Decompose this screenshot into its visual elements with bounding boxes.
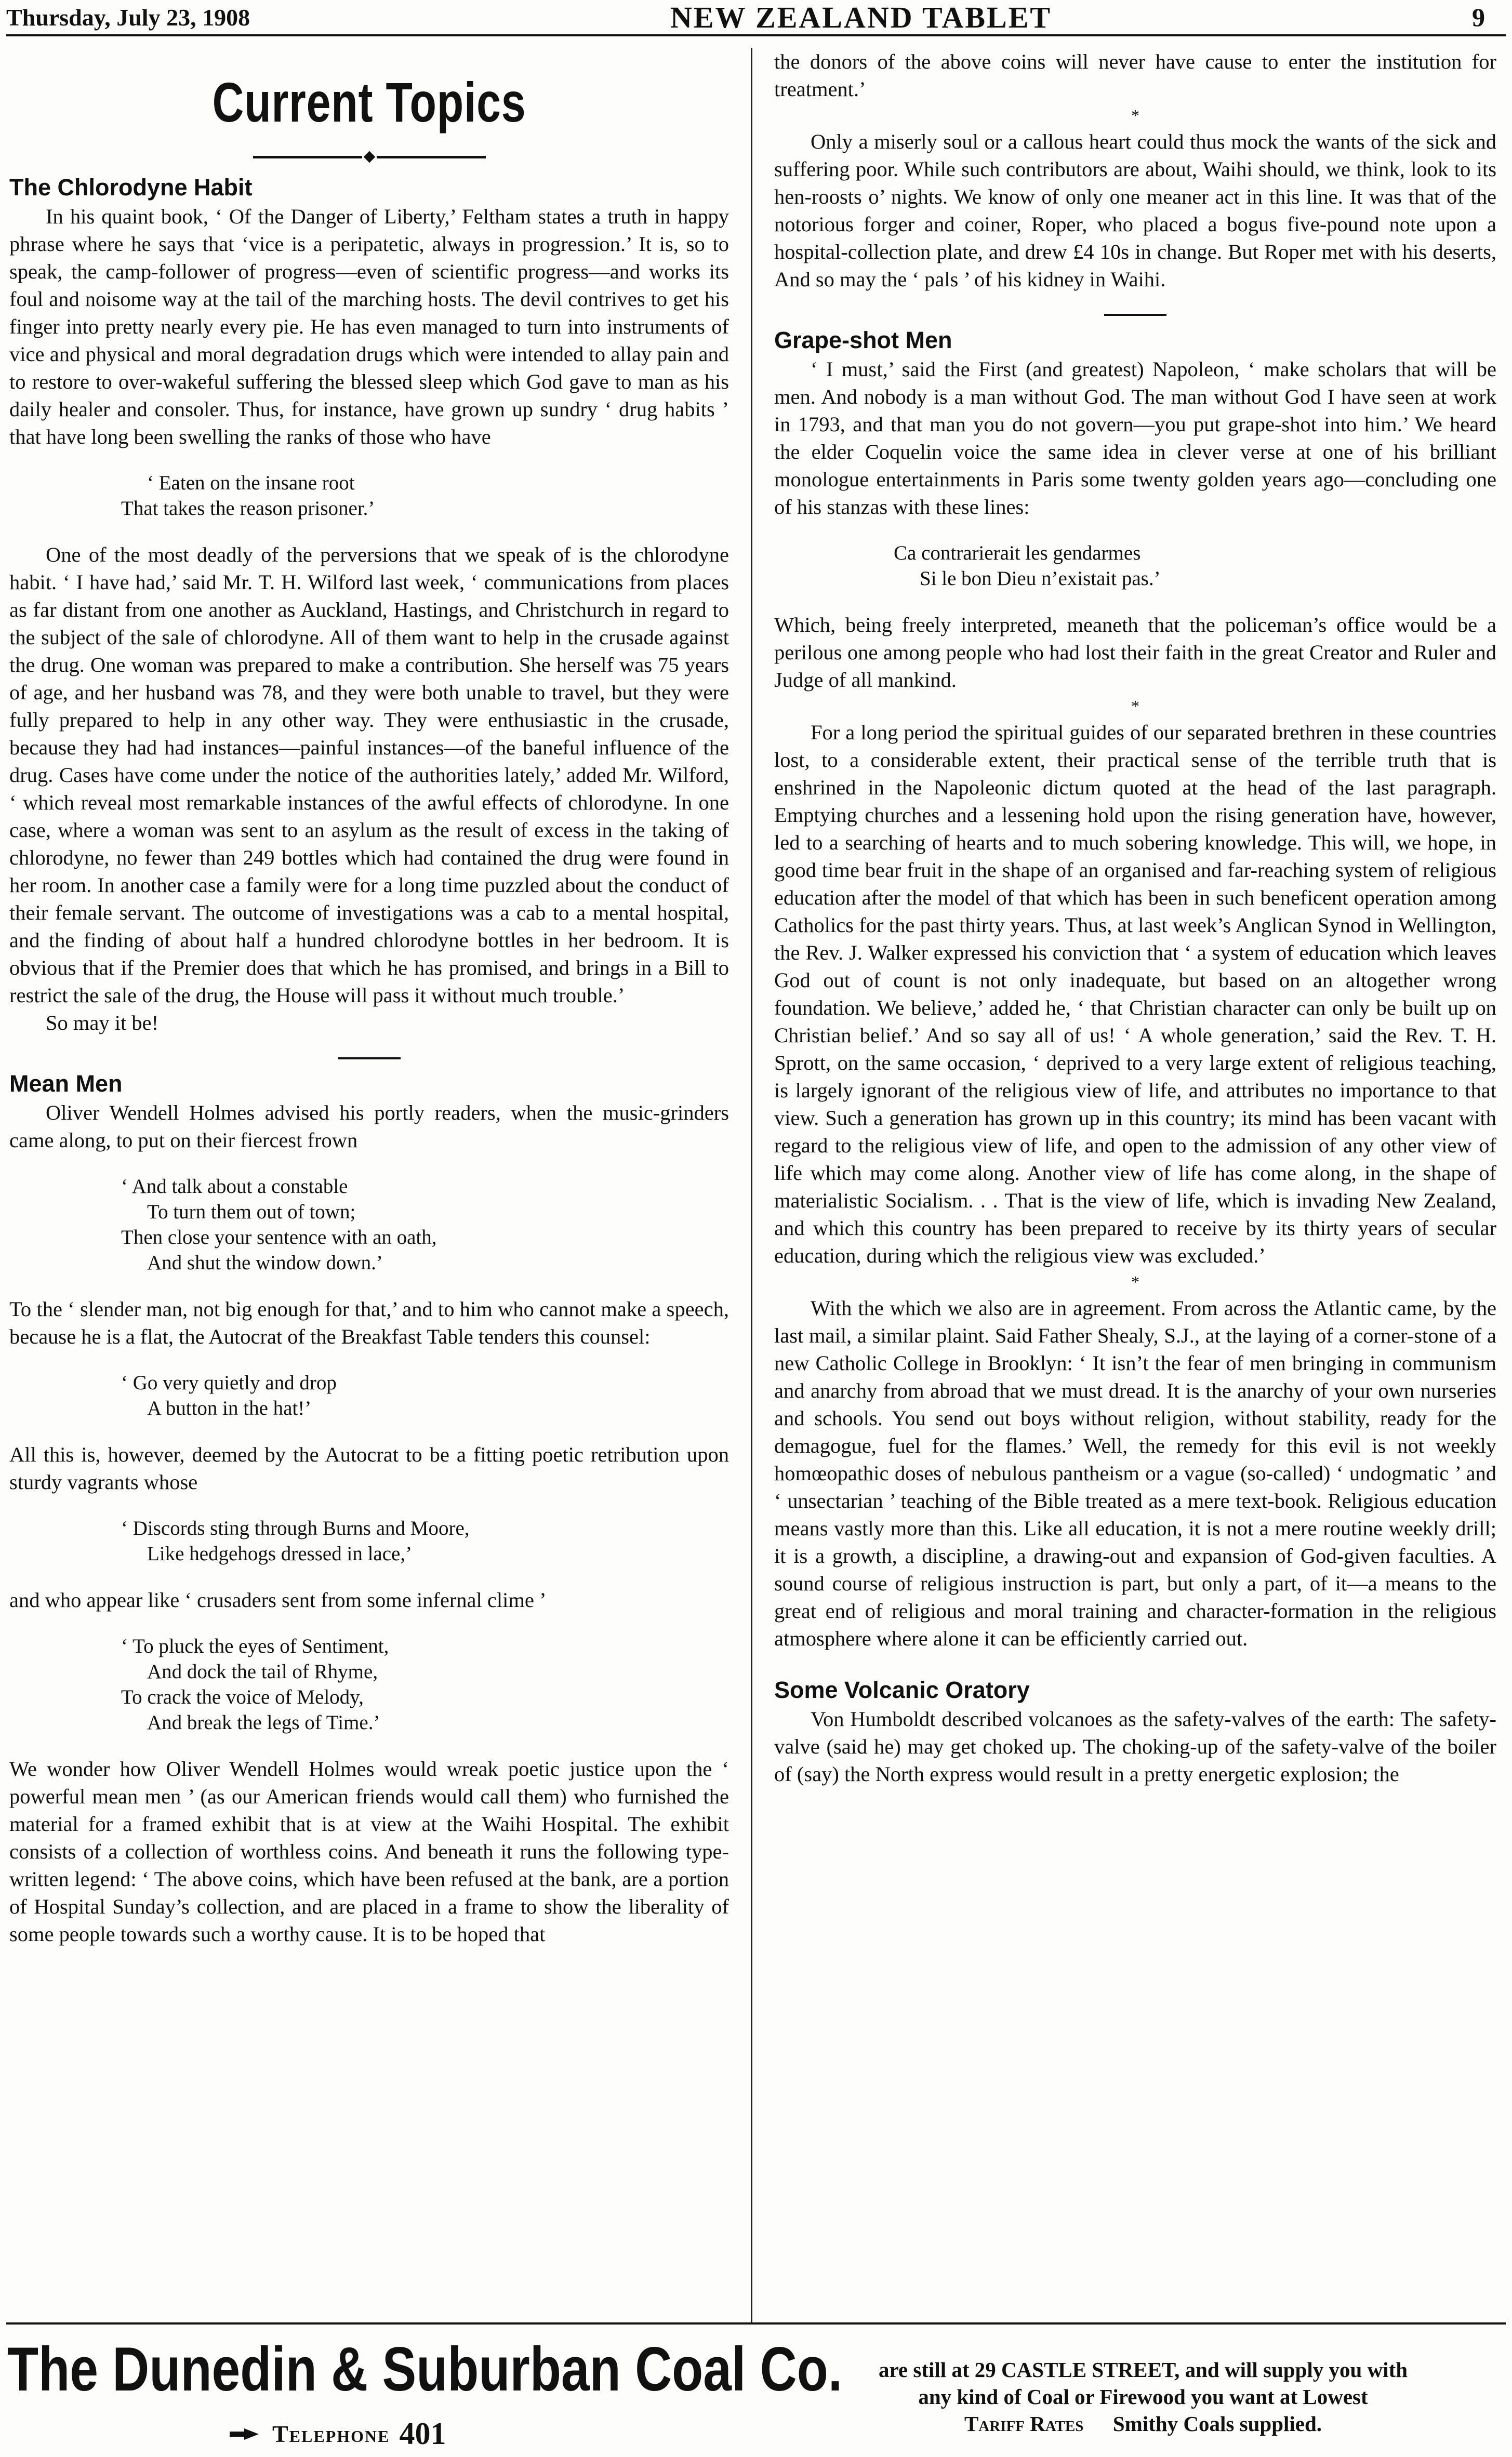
telephone-label: Telephone [272,2421,390,2447]
article-paragraph: One of the most deadly of the perversions that we speak of is the chlorodyne habit. ‘ I have had,’ said Mr. T. H. Wilford last week, ‘ communications from places as far distant from one another as Auckland, Hastings, and Christchurch in regard to the subject of the sale of chlorodyne. All of them want to help in the crusade against the drug. One woman was prepared to make a contribution. She herself was 75 years of age, and her husband was 78, and they were both unable to travel, but they were fully prepared to help in any other way. They were enthusiastic in the crusade, because they had had instances—painful instances—of the baneful influence of the drug. Cases have come under the notice of the authorities lately,’ added Mr. Wilford, ‘ which reveal most remarkable instances of the awful effects of chlorodyne. In one case, where a woman was sent to an asylum as the result of excess in the taking of chlorodyne, no fewer than 249 bottles which had contained the drug were found in her room. In another case a family were for a long time puzzled about the conduct of their female servant. The outcome of investigations was a cab to a mental hospital, and the finding of about half a hundred chlorodyne bottles in her bedroom. It is obvious that if the Premier does that which he has promised, and brings in a Bill to restrict the sale of the drug, the House will pass it without much trouble.’ [9,543,729,1007]
verse-line: To turn them out of town; [147,1201,356,1223]
verse-line: ‘ Discords sting through Burns and Moore, [121,1517,470,1539]
verse-quote [894,540,1496,591]
telephone-number: 401 [399,2416,446,2451]
advertisement-line: are still at 29 CASTLE STREET, and will supply you with [878,2358,1408,2382]
publication-title: NEW ZEALAND TABLET [670,0,1052,34]
advertisement-line-3 [811,2410,1476,2437]
article-heading: The Chlorodyne Habit [9,174,253,201]
article-heading: Grape-shot Men [774,327,952,353]
verse-line: And dock the tail of Rhyme, [147,1661,378,1683]
verse-quote [121,1516,729,1566]
left-column [9,48,729,1948]
right-column [774,48,1496,1788]
verse-line: Like hedgehogs dressed in lace,’ [147,1543,413,1565]
verse-line: ‘ And talk about a constable [121,1175,348,1198]
article-paragraph: In his quaint book, ‘ Of the Danger of Liberty,’ Feltham states a truth in happy phrase where he says that ‘vice is a peripatetic, always in progression.’ It is, so to speak, the camp-follower of progress—even of scientific progress—and works its foul and noisome way at the tail of the marching hosts. The devil contrives to get his finger into pretty nearly every pie. He has even managed to turn into instruments of vice and physical and moral degradation drugs which were intended to allay pain and to restore to over-wakeful suffering the blessed sleep which God gave to man as his daily healer and consoler. Thus, for instance, have grown up sundry ‘ drug habits ’ that have long been swelling the ranks of those who have [9,205,729,448]
verse-quote [121,1633,729,1735]
verse-line: ‘ Go very quietly and drop [121,1372,337,1394]
asterisk-separator: * [1131,106,1139,125]
ornament-bar-left [253,156,362,158]
ornamental-rule [9,152,729,162]
article-paragraph: and who appear like ‘ crusaders sent from some infernal clime ’ [9,1588,547,1612]
verse-quote [121,1370,729,1421]
running-head [6,0,1506,36]
article-heading: Mean Men [9,1070,123,1097]
article-paragraph: Only a miserly soul or a callous heart could thus mock the wants of the sick and suffering poor. While such contributors are about, Waihi should, we think, look to its hen-roosts o’ nights. We know of only one meaner act in this line. It was that of the notorious forger and coiner, Roper, who placed a bogus five-pound note upon a hospital-collection plate, and drew £4 10s in change. But Roper met with his deserts, And so may the ‘ pals ’ of his kidney in Waihi. [774,130,1496,291]
diamond-ornament-icon [363,151,375,163]
advertisement-telephone [229,2416,446,2452]
article-paragraph: Which, being freely interpreted, meaneth that the policeman’s office would be a perilous one among people who had lost their faith in the great Creator and Ruler and Judge of all mankind. [774,613,1496,692]
verse-line: ‘ To pluck the eyes of Sentiment, [121,1635,389,1657]
page-number: 9 [1471,3,1485,32]
verse-line: Then close your sentence with an oath, [121,1226,437,1249]
advertisement-title: The Dunedin & Suburban Coal Co. [7,2334,843,2404]
ornament-bar-right [377,156,486,158]
verse-line: To crack the voice of Melody, [121,1686,364,1708]
asterisk-separator: * [1131,697,1139,715]
article-paragraph: With the which we also are in agreement. From across the Atlantic came, by the last mail, a similar plaint. Said Father Shealy, S.J., at the laying of a corner-stone of a new Catholic College in Brooklyn: ‘ It isn’t the fear of men bringing in communism and anarchy from abroad that we must dread. It is the anarchy of your own nurseries and schools. You send out boys without religion, without stability, ready for the demagogue, fuel for the flames.’ Well, the remedy for this evil is not weekly homœopathic doses of nebulous pantheism or a vague (so-called) ‘ undogmatic ’ and ‘ unsectarian ’ teaching of the Bible treated as a mere text-book. Religious education means vastly more than this. Like all education, it is not a mere routine weekly drill; it is a growth, a discipline, a drawing-out and expansion of God-given faculties. A sound course of religious instruction is part, but only a part, of it—a means to the great end of religious and moral training and character-formation in the religious atmosphere where alone it can be efficiently carried out. [774,1296,1496,1650]
verse-line: Ca contrarierait les gendarmes [894,542,1141,564]
column-divider [751,48,752,2323]
article-paragraph: Von Humboldt described volcanoes as the safety-valves of the earth: The safety-valve (said he) may get choked up. The choking-up of the safety-valve of the boiler of (say) the North express would result in a pretty energetic explosion; the [774,1707,1496,1786]
section-masthead: Current Topics [212,71,526,134]
section-divider [1104,314,1166,316]
verse-quote [121,470,729,521]
verse-line: A button in the hat!’ [147,1397,312,1419]
article-paragraph: We wonder how Oliver Wendell Holmes would wreak poetic justice upon the ‘ powerful mean men ’ (as our American friends would call them) who furnished the material for a framed exhibit that is at view at the Waihi Hospital. The exhibit consists of a collection of worthless coins. And beneath it runs the following type-written legend: ‘ The above coins, which have been refused at the bank, are a portion of Hospital Sunday’s collection, and are placed in a frame to show the liberality of some people towards such a worthy cause. It is to be hoped that [9,1757,729,1946]
verse-quote [121,1174,729,1276]
article-heading: Some Volcanic Oratory [774,1677,1030,1703]
section-gap [774,1652,1496,1675]
article-paragraph: All this is, however, deemed by the Autocrat to be a fitting poetic retribution upon sturdy vagrants whose [9,1443,729,1494]
verse-line: And break the legs of Time.’ [147,1711,380,1734]
advertisement-text [811,2356,1476,2437]
verse-line: And shut the window down.’ [147,1252,383,1274]
advertisement-line: any kind of Coal or Firewood you want at Lowest [918,2385,1368,2409]
verse-line: Si le bon Dieu n’existait pas.’ [920,567,1161,590]
article-paragraph: the donors of the above coins will never have cause to enter the institution for treatment.’ [774,50,1496,101]
pointing-hand-icon [229,2426,260,2442]
article-paragraph: For a long period the spiritual guides of our separated brethren in these countries lost, to a considerable extent, their practical sense of the terrible truth that is enshrined in the Napoleonic dictum quoted at the head of the last paragraph. Emptying churches and a lessening hold upon the rising generation have, however, led to a searching of hearts and to much sobering knowledge. This will, we hope, in good time bear fruit in the shape of an organised and far-reaching system of religious education after the model of that which has been in such beneficent operation among Catholics for the past thirty years. Thus, at last week’s Anglican Synod in Wellington, the Rev. J. Walker expressed his conviction that ‘ a system of education which leaves God out of count is not only inadequate, but based on an altogether wrong foundation. We believe,’ added he, ‘ that Christian character can only be built up on Christian belief.’ And so say all of us! ‘ A whole generation,’ said the Rev. T. H. Sprott, on the same occasion, ‘ deprived to a very large extent of religious teaching, is largely ignorant of the religious view of life, and attributes no importance to that view. Such a generation has grown up in this country; its mind has been vacant with regard to the religious view of life, and open to the admission of any other view of life which may come along. Another view of life has come along, in the shape of materialistic Socialism. . . That is the view of life, which is invading New Zealand, and which this country has been prepared to receive by its thirty years of secular education, during which the religious view was excluded.’ [774,721,1496,1267]
article-paragraph: Oliver Wendell Holmes advised his portly readers, when the music-grinders came along, to put on their fiercest frown [9,1101,729,1152]
section-divider [338,1057,401,1059]
tariff-rates-text: Tariff Rates [964,2412,1084,2436]
issue-date: Thursday, July 23, 1908 [6,4,250,31]
smithy-coals-text: Smithy Coals supplied. [1112,2412,1322,2436]
article-paragraph: To the ‘ slender man, not big enough for that,’ and to him who cannot make a speech, because he is a flat, the Autocrat of the Breakfast Table tenders this counsel: [9,1297,729,1348]
verse-line: ‘ Eaten on the insane root [147,472,355,494]
verse-line: That takes the reason prisoner.’ [121,497,375,520]
asterisk-separator: * [1131,1272,1139,1291]
article-paragraph: So may it be! [46,1011,159,1034]
article-paragraph: ‘ I must,’ said the First (and greatest) Napoleon, ‘ make scholars that will be men. And nobody is a man without God. The man without God I have seen at work in 1793, and that man you do not govern—you put grape-shot into him.’ We heard the elder Coquelin voice the same idea in clever verse at one of his brilliant monologue entertainments in Paris some twenty golden years ago—concluding one of his stanzas with these lines: [774,357,1496,519]
footer-rule [6,2322,1506,2325]
